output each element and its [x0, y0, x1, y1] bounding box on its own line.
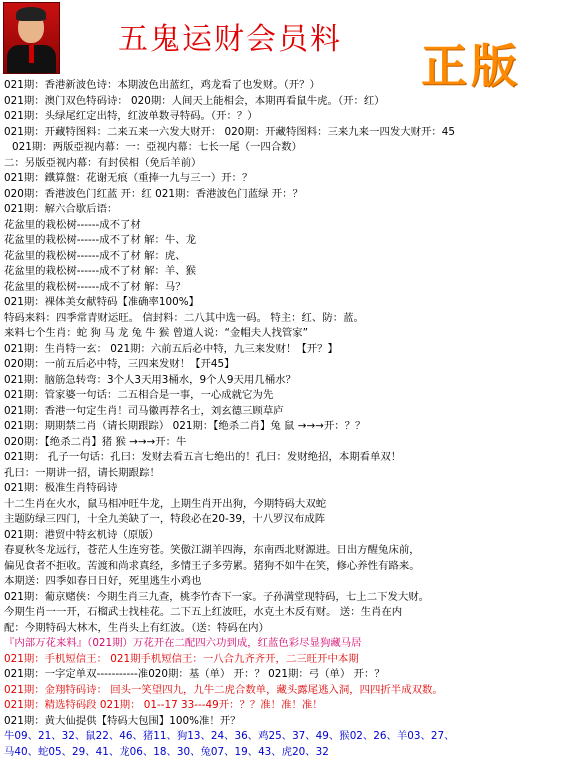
text-line: 『内部万花来料』（021期）万花开在二配四六功到成，红蓝色彩尽显狗藏马居 — [4, 636, 564, 652]
text-line: 020期：【绝杀二肖】猪 猴 →→→开：牛 — [4, 435, 564, 451]
text-line: 021期： 孔子一句话：孔曰：发财去看五言七绝出的！孔曰：发财绝招，本期看单双！ — [4, 450, 564, 466]
text-line: 021期：手机短信王： 021期手机短信王：一八合九齐齐开，二三旺开中本期 — [4, 652, 564, 668]
portrait-photo — [3, 2, 60, 74]
text-line: 021期：脑筋急转弯：3个人3天用3桶水，9个人9天用几桶水？ — [4, 373, 564, 389]
authentic-stamp: 正版 — [421, 30, 521, 96]
text-line: 牛09、21、32、鼠22、46、猪11、狗13、24、36、鸡25、37、49、猴02、26、羊03、27、 — [4, 729, 564, 745]
text-line: 春夏秋冬龙远行，苍茫人生连穷苍。笑傲江湖羊四海，东南西北财源进。日出方醒兔床前， — [4, 543, 564, 559]
portrait-tie — [29, 45, 34, 63]
text-line: 021期：一字定单双-----------准020期：基（单） 开：？ 021期：弓（单） 开：？ — [4, 667, 564, 683]
text-line: 特码来料：四季常青财运旺。 信封料：二八其中选一码。 特主：红、防：蓝。 — [4, 311, 564, 327]
text-line: 花盆里的栽松树------成不了材 解：虎、 — [4, 249, 564, 265]
text-line: 花盆里的栽松树------成不了材 — [4, 218, 564, 234]
text-line: 021期：精选特码段 021期： 01--17 33---49开：？？准！准！准！ — [4, 698, 564, 714]
text-line: 今期生肖一一开，石榴武士找桂花。二下五上红波旺，水克土木反有财。 送：生肖在内 — [4, 605, 564, 621]
text-line: 021期：解六合歇后语： — [4, 202, 564, 218]
text-line: 020期：香港波色门红蓝 开：红 021期：香港波色门蓝绿 开：？ — [4, 187, 564, 203]
text-line: 021期：头绿尾红定出特，红波单数寻特码。（开：？） — [4, 109, 564, 125]
text-line: 021期：香港一句定生肖！司马徽再荐名士，刘玄德三顾草庐 — [4, 404, 564, 420]
text-line: 孔曰：一期讲一招，请长期跟踪！ — [4, 466, 564, 482]
text-line: 花盆里的栽松树------成不了材 解：羊、猴 — [4, 264, 564, 280]
text-line: 021期：黄大仙提供【特码大包围】100%准！开？ — [4, 714, 564, 730]
document-body — [4, 78, 564, 760]
text-line: 021期：港贸中特玄机诗（原版） — [4, 528, 564, 544]
text-line: 021期：裸体美女献特码【准确率100%】 — [4, 295, 564, 311]
text-line: 本期送：四季如春日日好，死里逃生小鸡也 — [4, 574, 564, 590]
text-line: 偏见食者不拒收。苦渡和尚求真经，多情王子多劳累。猪狗不如牛在笑，修心养性有路来。 — [4, 559, 564, 575]
text-line: 021期：金翔特码诗： 回头一笑望四九，九牛二虎合数单，藏头露尾逃入洞，四四折半成双数。 — [4, 683, 564, 699]
text-line: 021期：香港新波色诗：本期波色出蓝红，鸡龙看了也发财。（开？） — [4, 78, 564, 94]
text-line: 二：另版亞视内幕：有封侯相（免后羊前） — [4, 156, 564, 172]
text-line: 021期：开藏特图料：二来五来一六发大财开： 020期：开藏特图料：三来九来一四发大财开：45 — [4, 125, 564, 141]
page-title: 五鬼运财会员料 — [118, 14, 342, 58]
text-line: 021期：期期禁二肖（请长期跟踪） 021期：【绝杀二肖】兔 鼠 →→→开：？？ — [4, 419, 564, 435]
text-line: 十二生肖在火水，鼠马相冲旺牛龙，上期生肖开出狗，今期特码大双蛇 — [4, 497, 564, 513]
text-line: 来料七个生肖：蛇 狗 马 龙 兔 牛 猴 曾道人说：“金帽夫人找管家” — [4, 326, 564, 342]
text-line: 花盆里的栽松树------成不了材 解：马？ — [4, 280, 564, 296]
text-line: 马40、蛇05、29、41、龙06、18、30、兔07、19、43、虎20、32 — [4, 745, 564, 760]
text-line: 020期：一前五后必中特，三四来发财！【开45】 — [4, 357, 564, 373]
text-line: 花盆里的栽松树------成不了材 解：牛、龙 — [4, 233, 564, 249]
text-line: 021期：生肖特一玄： 021期：六前五后必中特，九三来发财！【开？】 — [4, 342, 564, 358]
page-header — [0, 0, 566, 80]
text-line: 配：今期特码大林木，生肖头上有红波。（送：特码在内） — [4, 621, 564, 637]
portrait-hair — [16, 7, 46, 21]
text-line: 021期：澳门双色特码诗： 020期：人间天上能相会，本期再看鼠牛虎。（开：红） — [4, 94, 564, 110]
text-line: 主题防绿三四门，十全九美缺了一，特段必在20-39，十八罗汉布成阵 — [4, 512, 564, 528]
text-line: 021期：鐵算盤：花谢无痕（重捧一九与三一）开：？ — [4, 171, 564, 187]
text-line: 021期：两版亞视内幕：一：亞视内幕：七长一尾（一四合数） — [4, 140, 564, 156]
text-line: 021期：极准生肖特码诗 — [4, 481, 564, 497]
text-line: 021期：管家婆一句话：二五相合是一事，一心成就它为先 — [4, 388, 564, 404]
text-line: 021期：葡京赌侠：今期生肖三九查，桃李竹杏下一家。子孙满堂现特码，七上二下发大财。 — [4, 590, 564, 606]
